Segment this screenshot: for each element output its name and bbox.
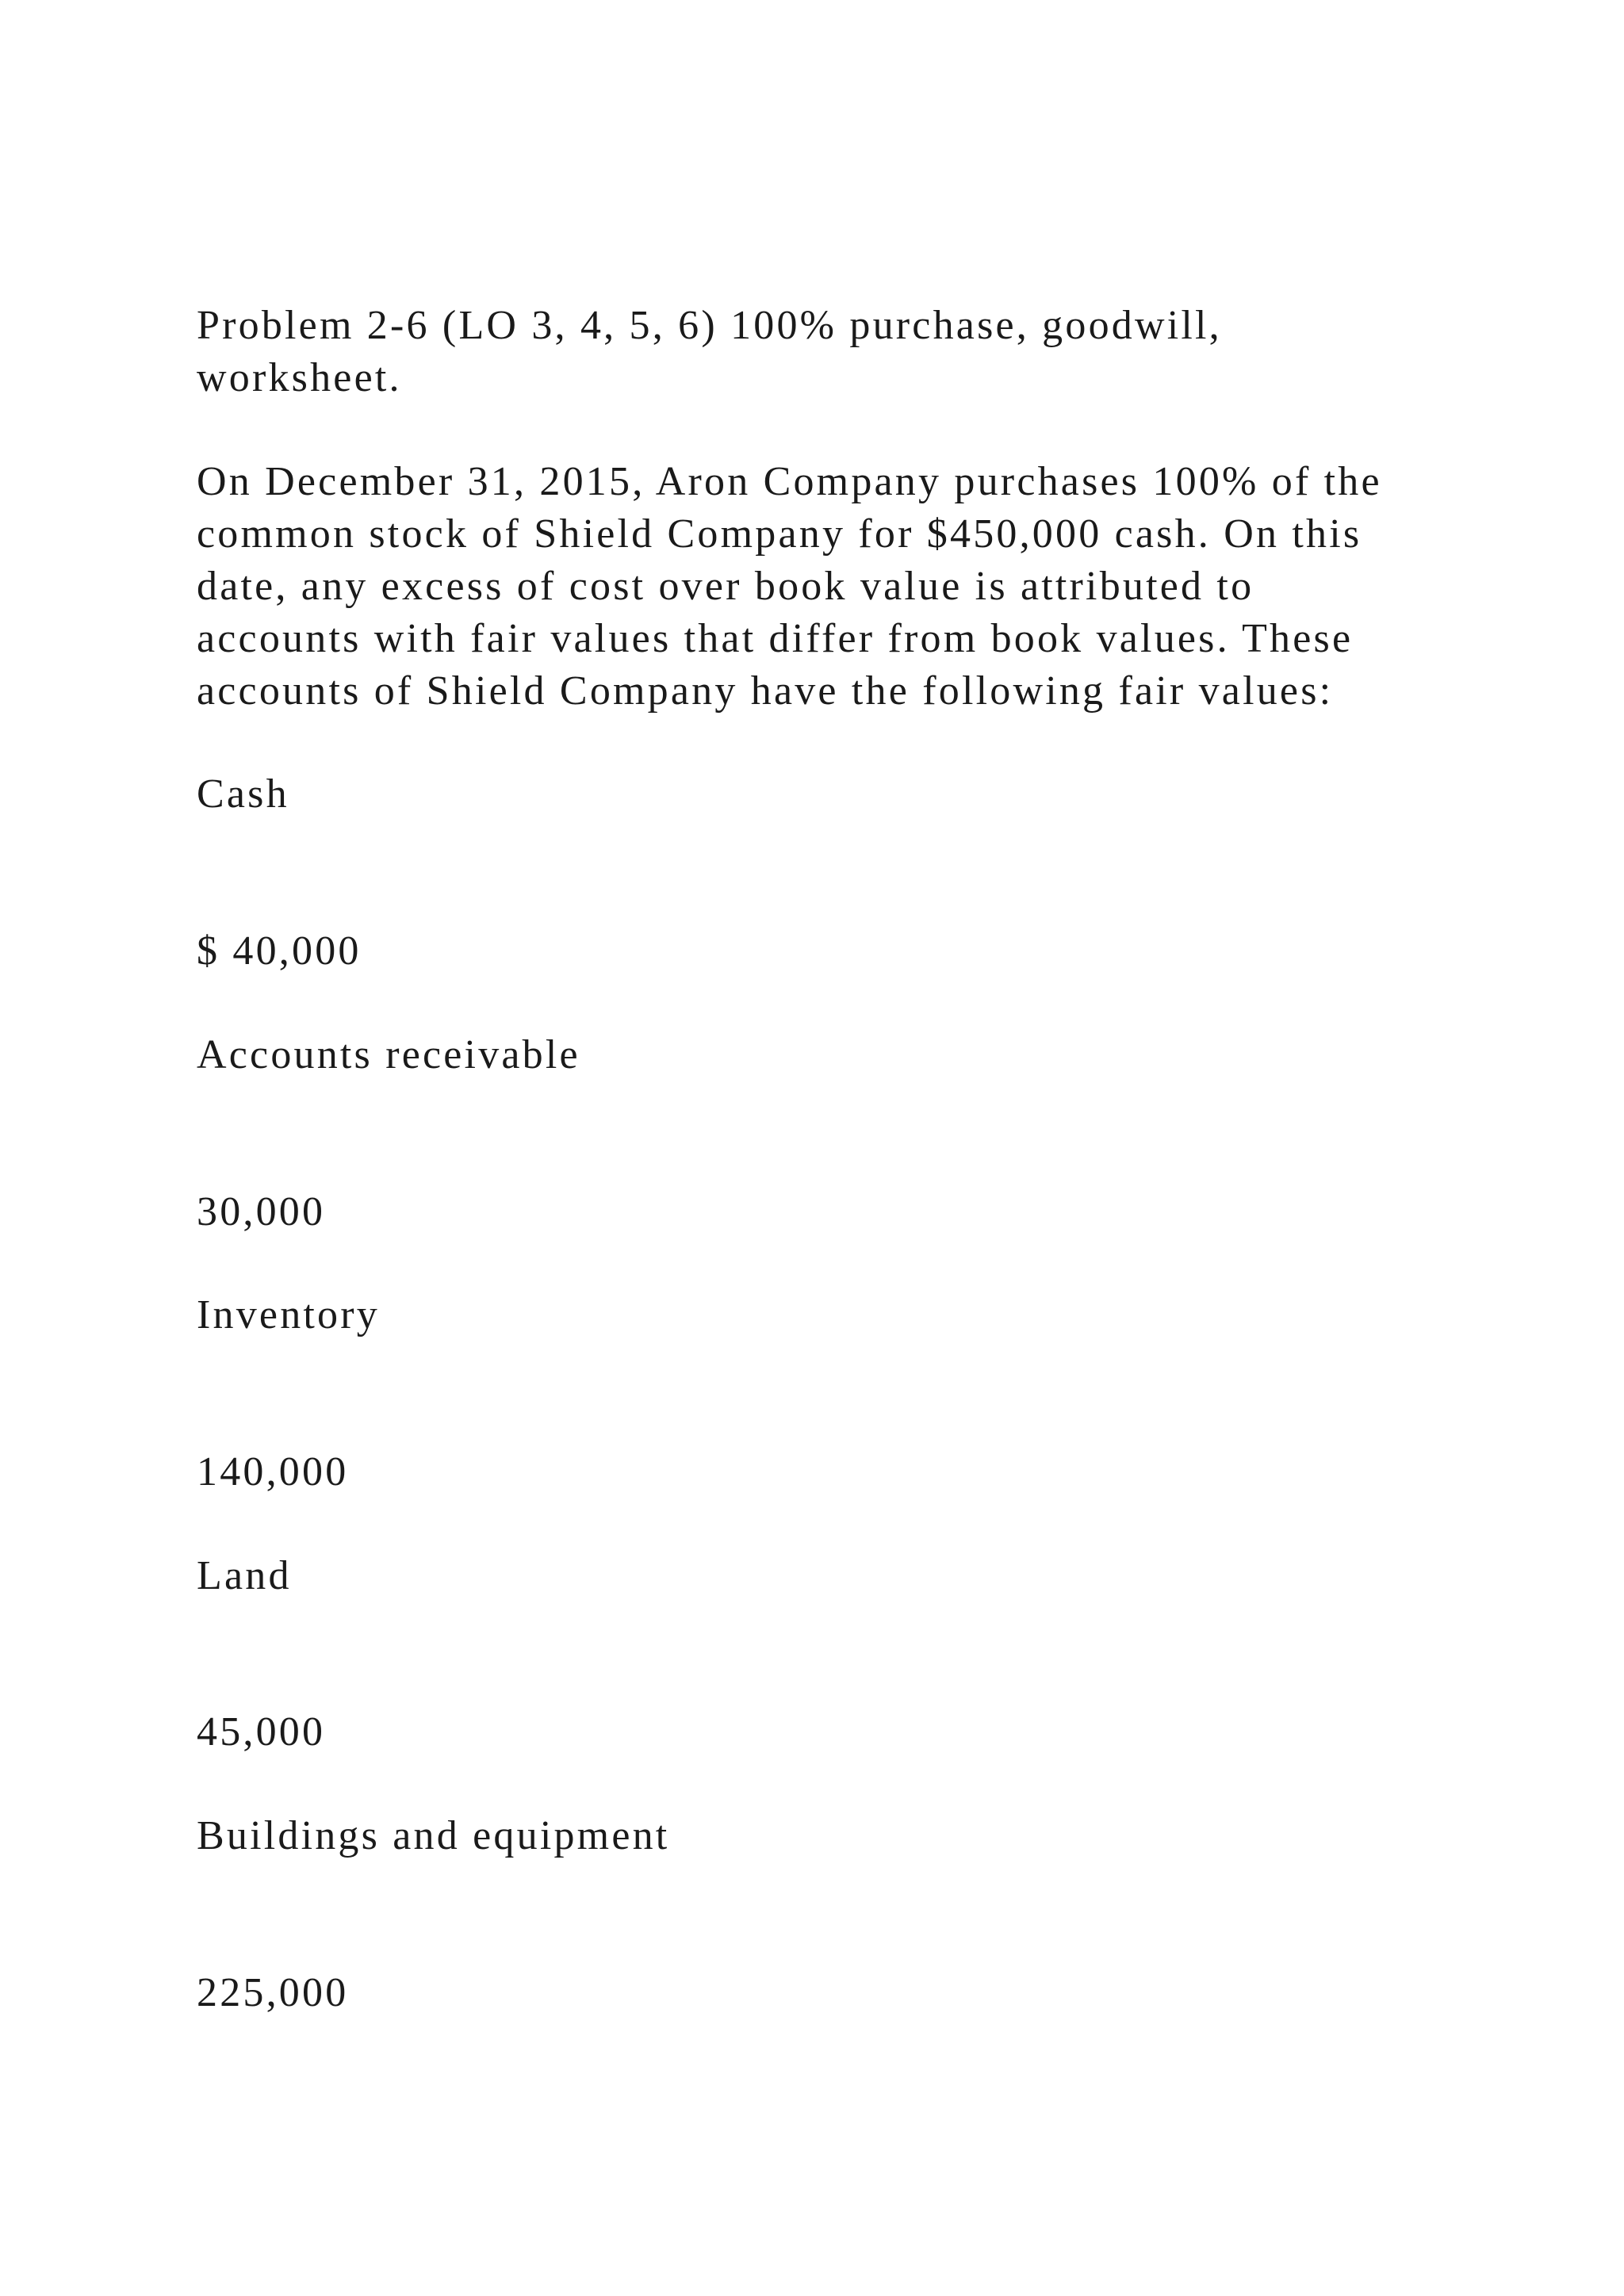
- intro-line: On December 31, 2015, Aron Company purchases 100% of the: [197, 459, 1382, 504]
- intro-line: common stock of Shield Company for $450,000 cash. On this: [197, 511, 1362, 557]
- account-name-accounts-receivable: Accounts receivable: [197, 1032, 580, 1077]
- account-value-inventory: 140,000: [197, 1449, 349, 1494]
- problem-heading: [197, 300, 1222, 404]
- account-name-buildings-and-equipment: Buildings and equipment: [197, 1813, 670, 1858]
- intro-line: date, any excess of cost over book value is attributed to: [197, 564, 1254, 609]
- account-value-land: 45,000: [197, 1709, 326, 1755]
- account-value-cash: $ 40,000: [197, 928, 362, 974]
- account-value-buildings-and-equipment: 225,000: [197, 1970, 349, 2015]
- problem-heading-line: Problem 2-6 (LO 3, 4, 5, 6) 100% purchase, goodwill,: [197, 303, 1222, 348]
- account-name-inventory: Inventory: [197, 1292, 380, 1337]
- intro-line: accounts with fair values that differ from book values. These: [197, 616, 1354, 661]
- account-name-land: Land: [197, 1553, 292, 1598]
- intro-line: accounts of Shield Company have the following fair values:: [197, 668, 1334, 714]
- problem-intro-paragraph: [197, 456, 1382, 718]
- account-value-accounts-receivable: 30,000: [197, 1189, 326, 1234]
- problem-heading-line: worksheet.: [197, 355, 402, 400]
- account-name-cash: Cash: [197, 771, 289, 817]
